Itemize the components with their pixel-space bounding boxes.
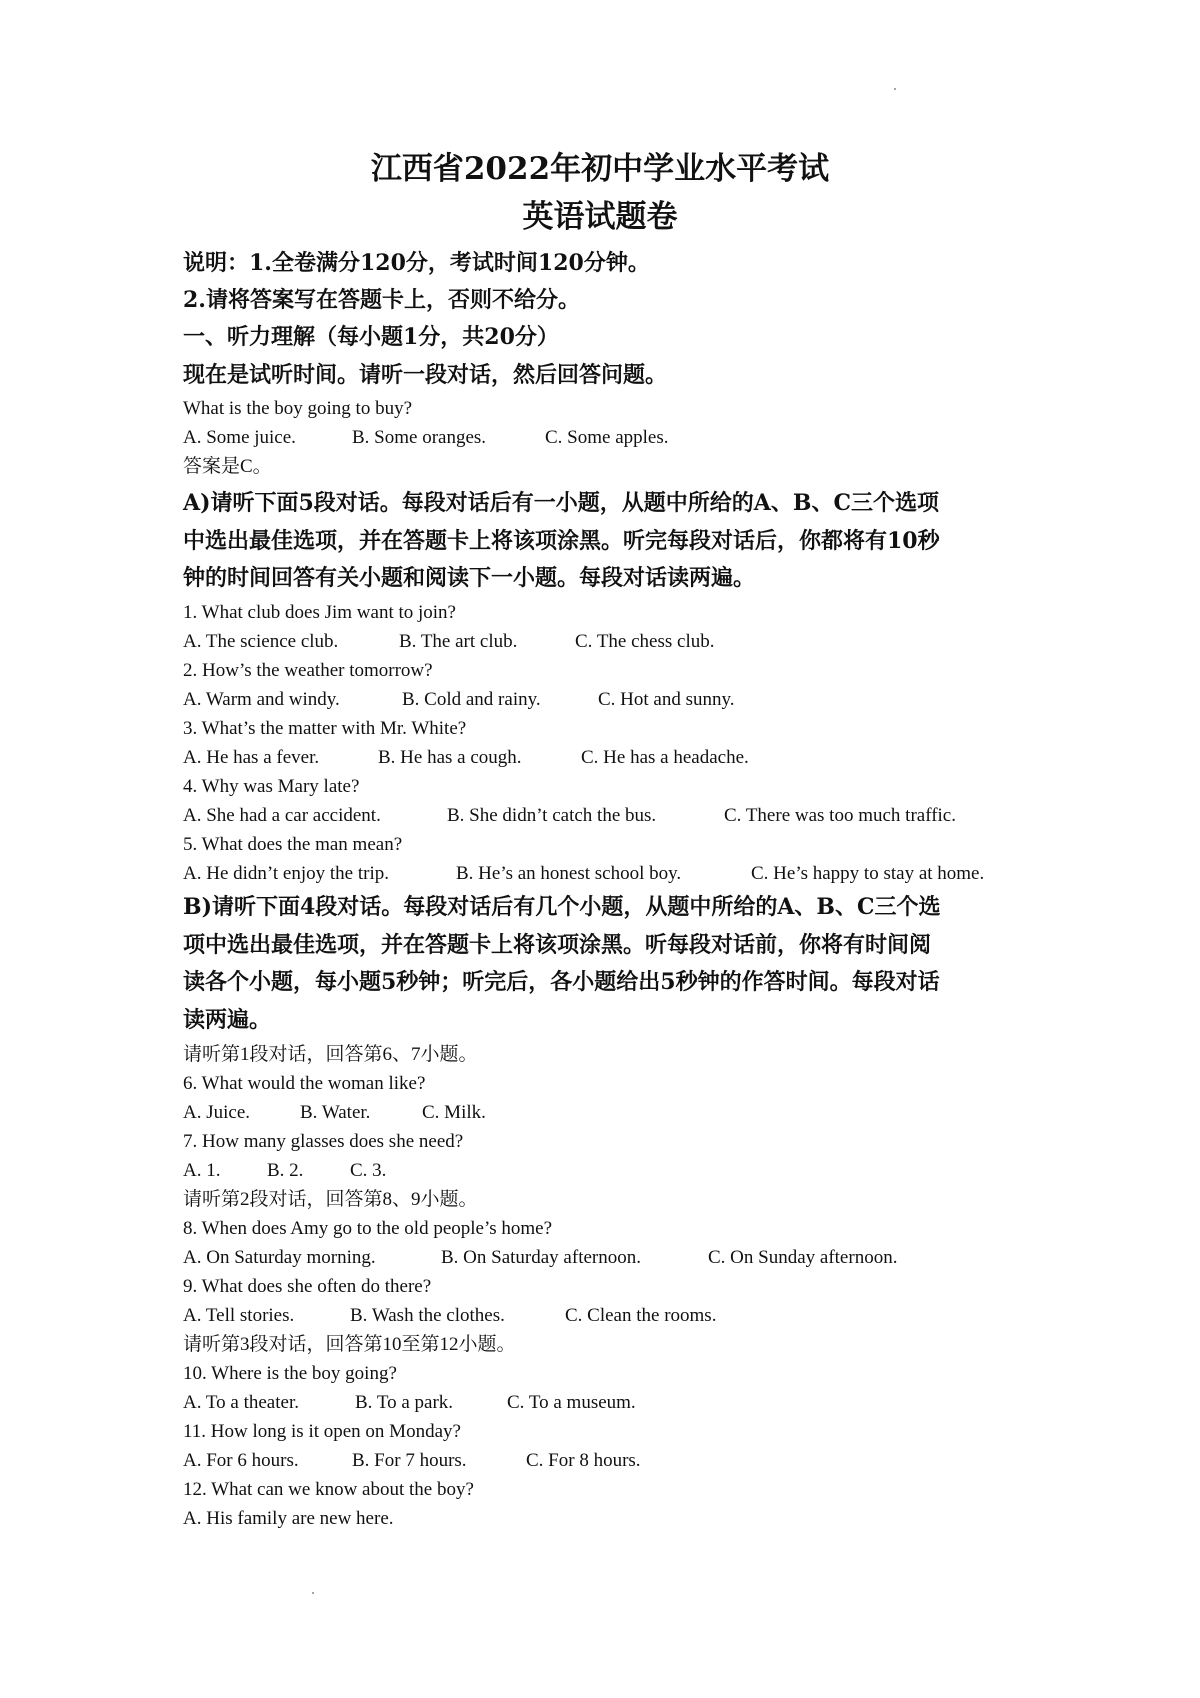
option: A. His family are new here. — [183, 1508, 394, 1529]
part-b-line-2: 项中选出最佳选项，并在答题卡上将该项涂黑。听每段对话前，你将有时间阅 — [183, 932, 932, 958]
option: C. For 8 hours. — [526, 1450, 641, 1471]
dialogue-1-note: 请听第1段对话，回答第6、7小题。 — [183, 1044, 478, 1065]
option: A. Juice. — [183, 1102, 251, 1123]
question-11: 11. How long is it open on Monday? — [183, 1421, 461, 1442]
option: A. 1. — [183, 1160, 221, 1181]
option: B. 2. — [267, 1160, 304, 1181]
option: A. She had a car accident. — [183, 805, 381, 826]
question-12: 12. What can we know about the boy? — [183, 1479, 474, 1500]
option: C. 3. — [350, 1160, 387, 1181]
option: A. To a theater. — [183, 1392, 299, 1413]
dialogue-3-note: 请听第3段对话，回答第10至第12小题。 — [183, 1334, 516, 1355]
option: A. Tell stories. — [183, 1305, 295, 1326]
option: B. Some oranges. — [352, 427, 487, 448]
option: C. On Sunday afternoon. — [708, 1247, 898, 1268]
scan-speck — [894, 88, 896, 90]
question-4: 4. Why was Mary late? — [183, 776, 360, 797]
trial-answer: 答案是C。 — [183, 456, 272, 477]
option: A. On Saturday morning. — [183, 1247, 376, 1268]
trial-question: What is the boy going to buy? — [183, 398, 413, 419]
option: B. For 7 hours. — [352, 1450, 467, 1471]
option: A. The science club. — [183, 631, 339, 652]
option: C. The chess club. — [575, 631, 715, 652]
option: A. He has a fever. — [183, 747, 320, 768]
part-a-line-1: A)请听下面5段对话。每段对话后有一小题，从题中所给的A、B、C三个选项 — [183, 490, 939, 516]
part-a-line-3: 钟的时间回答有关小题和阅读下一小题。每段对话读两遍。 — [183, 565, 756, 591]
section-heading: 一、听力理解（每小题1分，共20分） — [183, 324, 559, 350]
option: C. There was too much traffic. — [724, 805, 956, 826]
option: B. The art club. — [399, 631, 518, 652]
part-b-line-1: B)请听下面4段对话。每段对话后有几个小题，从题中所给的A、B、C三个选 — [183, 894, 941, 920]
question-9: 9. What does she often do there? — [183, 1276, 432, 1297]
instruction-line-2: 2.请将答案写在答题卡上，否则不给分。 — [183, 287, 580, 313]
option: B. Cold and rainy. — [402, 689, 541, 710]
question-8: 8. When does Amy go to the old people’s home? — [183, 1218, 553, 1239]
exam-subtitle: 英语试题卷 — [522, 199, 678, 235]
option: C. Some apples. — [545, 427, 669, 448]
option: C. To a museum. — [507, 1392, 636, 1413]
option: C. He’s happy to stay at home. — [751, 863, 985, 884]
option: B. She didn’t catch the bus. — [447, 805, 657, 826]
part-b-line-4: 读两遍。 — [183, 1007, 272, 1033]
option: B. To a park. — [355, 1392, 454, 1413]
option: A. For 6 hours. — [183, 1450, 299, 1471]
instruction-line-1: 说明：1.全卷满分120分，考试时间120分钟。 — [183, 250, 650, 276]
question-6: 6. What would the woman like? — [183, 1073, 426, 1094]
option: B. He has a cough. — [378, 747, 522, 768]
question-1: 1. What club does Jim want to join? — [183, 602, 456, 623]
exam-title: 江西省2022年初中学业水平考试 — [370, 151, 830, 187]
option: A. Warm and windy. — [183, 689, 340, 710]
question-5: 5. What does the man mean? — [183, 834, 403, 855]
option: A. He didn’t enjoy the trip. — [183, 863, 389, 884]
option: B. On Saturday afternoon. — [441, 1247, 641, 1268]
option: B. Wash the clothes. — [350, 1305, 505, 1326]
question-2: 2. How’s the weather tomorrow? — [183, 660, 433, 681]
part-a-line-2: 中选出最佳选项，并在答题卡上将该项涂黑。听完每段对话后，你都将有10秒 — [183, 528, 940, 554]
question-7: 7. How many glasses does she need? — [183, 1131, 464, 1152]
option: C. He has a headache. — [581, 747, 749, 768]
option: C. Milk. — [422, 1102, 486, 1123]
option: B. Water. — [300, 1102, 371, 1123]
question-3: 3. What’s the matter with Mr. White? — [183, 718, 467, 739]
trial-intro: 现在是试听时间。请听一段对话，然后回答问题。 — [183, 362, 668, 388]
scan-speck — [312, 1592, 314, 1594]
dialogue-2-note: 请听第2段对话，回答第8、9小题。 — [183, 1189, 478, 1210]
option: C. Hot and sunny. — [598, 689, 735, 710]
option: A. Some juice. — [183, 427, 296, 448]
part-b-line-3: 读各个小题，每小题5秒钟；听完后，各小题给出5秒钟的作答时间。每段对话 — [183, 969, 940, 995]
option: C. Clean the rooms. — [565, 1305, 717, 1326]
option: B. He’s an honest school boy. — [456, 863, 682, 884]
question-10: 10. Where is the boy going? — [183, 1363, 397, 1384]
